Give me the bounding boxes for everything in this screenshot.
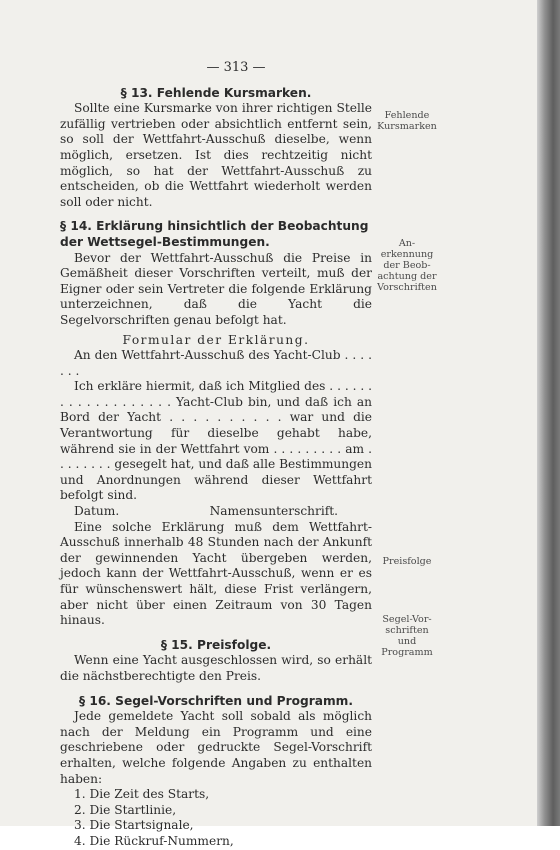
list-item: 1. Die Zeit des Starts, <box>74 787 210 802</box>
margin-note-13: Fehlende Kursmarken <box>377 110 437 132</box>
list-item: 3. Die Startsignale, <box>74 818 194 833</box>
form-date: Datum. <box>74 504 120 519</box>
section-16-heading: § 16. Segel-Vorschriften und Programm. <box>79 693 353 708</box>
book-spine <box>537 0 560 826</box>
margin-note-16: Segel-Vor-schriften und Programm <box>381 614 433 658</box>
page-content <box>60 60 372 850</box>
margin-note-15: Preisfolge <box>382 556 432 567</box>
list-item: 4. Die Rückruf-Nummern, <box>74 833 234 848</box>
page-number: — 313 — <box>206 60 266 75</box>
section-13-text: Sollte eine Kursmarke von ihrer richtigen Stelle zufällig vertrieben oder absichtlich entfernt sein, so soll der Wettfahrt-Ausschuß dieselbe, wenn möglich, ersetzen. Ist dies rechtzeitig nicht möglich, so hat der Wettfahrt-Ausschuß zu entscheiden, ob die Wettfahrt wiederholt werden soll oder nicht. <box>60 101 372 209</box>
form-heading: Formular der Erklärung. <box>122 332 310 347</box>
form-body: Ich erkläre hiermit, daß ich Mitglied des . . . . . . . . . . . . . . . . . . . Yacht-Club bin, und daß ich an Bord der Yacht . . . . . . . . . . war und die Verantwortung für dieselbe gehabt habe, während sie in der Wettfahrt vom . . . . . . . . . am . . . . . . . . gesegelt hat, und daß alle Bestimmungen und Anordnungen während dieser Wettfahrt befolgt sind. <box>60 379 372 503</box>
list-item: 2. Die Startlinie, <box>74 802 177 817</box>
form-address: An den Wettfahrt-Ausschuß des Yacht-Club . . . . . . . <box>60 348 372 378</box>
margin-note-14: An-erkennung der Beob-achtung der Vorschriften <box>377 238 437 293</box>
section-16-text: Jede gemeldete Yacht soll sobald als möglich nach der Meldung ein Programm und eine geschriebene oder gedruckte Segel-Vorschrift erhalten, welche folgende Angaben zu enthalten haben: <box>60 709 372 786</box>
section-15-heading: § 15. Preisfolge. <box>160 637 272 652</box>
form-signature-row <box>60 504 372 520</box>
section-14-heading: § 14. Erklärung hinsichtlich der Beobachtung der Wettsegel-Bestimmungen. <box>60 219 369 249</box>
section-15-text: Wenn eine Yacht ausgeschlossen wird, so erhält die nächstberechtigte den Preis. <box>60 653 372 683</box>
section-13-heading: § 13. Fehlende Kursmarken. <box>120 85 312 100</box>
section-14-text-2: Eine solche Erklärung muß dem Wettfahrt-Ausschuß innerhalb 48 Stunden nach der Ankunft der gewinnenden Yacht übergeben werden, jedoch kann der Wettfahrt-Ausschuß, wenn er es für wünschenswert hält, diese Frist verlängern, aber nicht über einen Zeitraum von 30 Tagen hinaus. <box>60 519 372 628</box>
section-14-text: Bevor der Wettfahrt-Ausschuß die Preise in Gemäßheit dieser Vorschriften verteilt, muß der Eigner oder sein Vertreter die folgende Erklärung unterzeichnen, daß die Yacht die Segelvorschriften genau befolgt hat. <box>60 250 372 327</box>
form-signature: Namensunterschrift. <box>209 504 338 519</box>
